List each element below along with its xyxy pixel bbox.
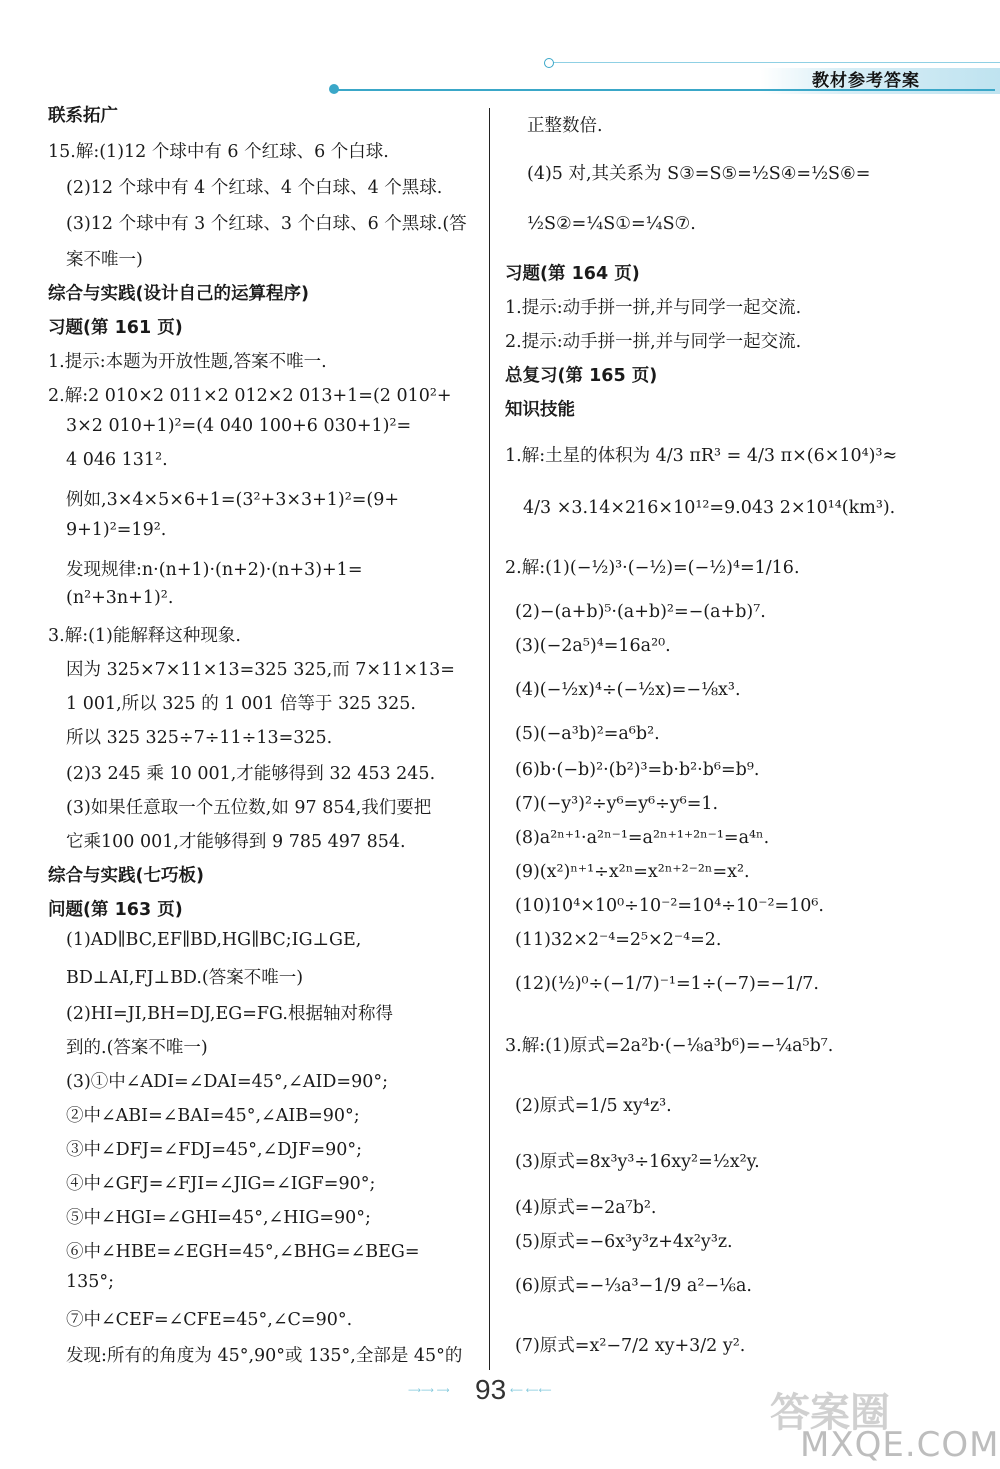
text-line: 135°; bbox=[66, 1272, 115, 1292]
header-thin-line bbox=[548, 62, 1000, 63]
section-heading: 总复习(第 165 页) bbox=[505, 366, 658, 386]
page-number: 93 bbox=[475, 1374, 507, 1405]
text-line: (10)10⁴×10⁰÷10⁻²=10⁴÷10⁻²=10⁶. bbox=[515, 896, 824, 916]
text-line: ⑦中∠CEF=∠CFE=45°,∠C=90°. bbox=[66, 1310, 353, 1330]
text-line: (4)5 对,其关系为 S③=S⑤=½S④=½S⑥= bbox=[527, 164, 871, 184]
text-line: (1)AD∥BC,EF∥BD,HG∥BC;IG⊥GE, bbox=[66, 930, 362, 950]
text-line: 发现:所有的角度为 45°,90°或 135°,全部是 45°的 bbox=[66, 1346, 463, 1366]
text-line: 1.提示:本题为开放性题,答案不唯一. bbox=[48, 352, 327, 372]
text-line: (9)(x²)ⁿ⁺¹÷x²ⁿ=x²ⁿ⁺²⁻²ⁿ=x². bbox=[515, 862, 750, 882]
section-heading: 联系拓广 bbox=[48, 106, 118, 126]
text-line: (3)如果任意取一个五位数,如 97 854,我们要把 bbox=[66, 798, 432, 818]
text-line: 因为 325×7×11×13=325 325,而 7×11×13= bbox=[66, 660, 455, 680]
text-line: 1 001,所以 325 的 1 001 倍等于 325 325. bbox=[66, 694, 416, 714]
column-divider bbox=[489, 108, 490, 1370]
text-line: (3)(−2a⁵)⁴=16a²⁰. bbox=[515, 636, 671, 656]
text-line: 所以 325 325÷7÷11÷13=325. bbox=[66, 728, 333, 748]
text-line: 4 046 131². bbox=[66, 450, 168, 470]
text-line: 9+1)²=19². bbox=[66, 520, 167, 540]
text-line: 3.解:(1)原式=2a²b·(−⅛a³b⁶)=−¼a⁵b⁷. bbox=[505, 1036, 834, 1056]
text-line: (6)原式=−⅓a³−1/9 a²−⅙a. bbox=[515, 1276, 752, 1296]
text-line: 案不唯一) bbox=[66, 250, 143, 270]
text-line: ③中∠DFJ=∠FDJ=45°,∠DJF=90°; bbox=[66, 1140, 363, 1160]
svg-text:答案圈: 答案圈 bbox=[770, 1390, 890, 1436]
footer-ornament-right: ⟵ ⟵⟵ bbox=[510, 1386, 552, 1396]
text-line: 例如,3×4×5×6+1=(3²+3×3+1)²=(9+ bbox=[66, 490, 400, 510]
section-heading: 问题(第 163 页) bbox=[48, 900, 183, 920]
text-line: 它乘100 001,才能够得到 9 785 497 854. bbox=[66, 832, 406, 852]
section-heading: 综合与实践(七巧板) bbox=[48, 866, 204, 886]
text-line: (2)3 245 乘 10 001,才能够得到 32 453 245. bbox=[66, 764, 436, 784]
section-heading: 习题(第 164 页) bbox=[505, 264, 640, 284]
section-title: 教材参考答案 bbox=[812, 71, 920, 91]
text-line: 到的.(答案不唯一) bbox=[66, 1038, 208, 1058]
text-line: 2.提示:动手拼一拼,并与同学一起交流. bbox=[505, 332, 802, 352]
text-line: ⑥中∠HBE=∠EGH=45°,∠BHG=∠BEG= bbox=[66, 1242, 420, 1262]
header-dot bbox=[329, 84, 339, 94]
text-line: (3)12 个球中有 3 个红球、3 个白球、6 个黑球.(答 bbox=[66, 214, 467, 234]
text-line: (7)原式=x²−7/2 xy+3/2 y². bbox=[515, 1336, 746, 1356]
header-ring-dot bbox=[544, 58, 554, 68]
text-line: (n²+3n+1)². bbox=[66, 588, 174, 608]
section-heading: 综合与实践(设计自己的运算程序) bbox=[48, 284, 309, 304]
text-line: (11)32×2⁻⁴=2⁵×2⁻⁴=2. bbox=[515, 930, 722, 950]
text-line: (12)(½)⁰÷(−1/7)⁻¹=1÷(−7)=−1/7. bbox=[515, 974, 819, 994]
text-line: BD⊥AI,FJ⊥BD.(答案不唯一) bbox=[66, 968, 304, 988]
text-line: (8)a²ⁿ⁺¹·a²ⁿ⁻¹=a²ⁿ⁺¹⁺²ⁿ⁻¹=a⁴ⁿ. bbox=[515, 828, 770, 848]
text-line: (3)①中∠ADI=∠DAI=45°,∠AID=90°; bbox=[66, 1072, 389, 1092]
text-line: 发现规律:n·(n+1)·(n+2)·(n+3)+1= bbox=[66, 560, 363, 580]
text-line: 15.解:(1)12 个球中有 6 个红球、6 个白球. bbox=[48, 142, 389, 162]
text-line: (4)(−½x)⁴÷(−½x)=−⅛x³. bbox=[515, 680, 741, 700]
text-line: 1.解:土星的体积为 4/3 πR³ = 4/3 π×(6×10⁴)³≈ bbox=[505, 446, 898, 466]
text-line: 3.解:(1)能解释这种现象. bbox=[48, 626, 241, 646]
text-line: (4)原式=−2a⁷b². bbox=[515, 1198, 657, 1218]
text-line: (2)12 个球中有 4 个红球、4 个白球、4 个黑球. bbox=[66, 178, 443, 198]
text-line: ④中∠GFJ=∠FJI=∠JIG=∠IGF=90°; bbox=[66, 1174, 376, 1194]
text-line: 正整数倍. bbox=[527, 116, 603, 136]
text-line: ②中∠ABI=∠BAI=45°,∠AIB=90°; bbox=[66, 1106, 360, 1126]
text-line: (5)(−a³b)²=a⁶b². bbox=[515, 724, 660, 744]
section-heading: 习题(第 161 页) bbox=[48, 318, 183, 338]
text-line: 1.提示:动手拼一拼,并与同学一起交流. bbox=[505, 298, 802, 318]
text-line: (5)原式=−6x³y³z+4x²y³z. bbox=[515, 1232, 733, 1252]
text-line: (2)−(a+b)⁵·(a+b)²=−(a+b)⁷. bbox=[515, 602, 766, 622]
text-line: (3)原式=8x³y³÷16xy²=½x²y. bbox=[515, 1152, 760, 1172]
text-line: (7)(−y³)²÷y⁶=y⁶÷y⁶=1. bbox=[515, 794, 719, 814]
text-line: ½S②=¼S①=¼S⑦. bbox=[527, 214, 696, 234]
text-line: 3×2 010+1)²=(4 040 100+6 030+1)²= bbox=[66, 416, 412, 436]
text-line: (2)原式=1/5 xy⁴z³. bbox=[515, 1096, 672, 1116]
text-line: 2.解:(1)(−½)³·(−½)=(−½)⁴=1/16. bbox=[505, 558, 800, 578]
text-line: (6)b·(−b)²·(b²)³=b·b²·b⁶=b⁹. bbox=[515, 760, 760, 780]
watermark-text: MXQE.COM bbox=[800, 1425, 1000, 1465]
text-line: 4/3 ×3.14×216×10¹²=9.043 2×10¹⁴(km³). bbox=[523, 498, 896, 518]
footer-ornament-left: ⟶⟶ ⟶ bbox=[408, 1386, 450, 1396]
text-line: ⑤中∠HGI=∠GHI=45°,∠HIG=90°; bbox=[66, 1208, 371, 1228]
text-line: (2)HI=JI,BH=DJ,EG=FG.根据轴对称得 bbox=[66, 1004, 393, 1024]
section-heading: 知识技能 bbox=[505, 400, 575, 420]
text-line: 2.解:2 010×2 011×2 012×2 013+1=(2 010²+ bbox=[48, 386, 452, 406]
